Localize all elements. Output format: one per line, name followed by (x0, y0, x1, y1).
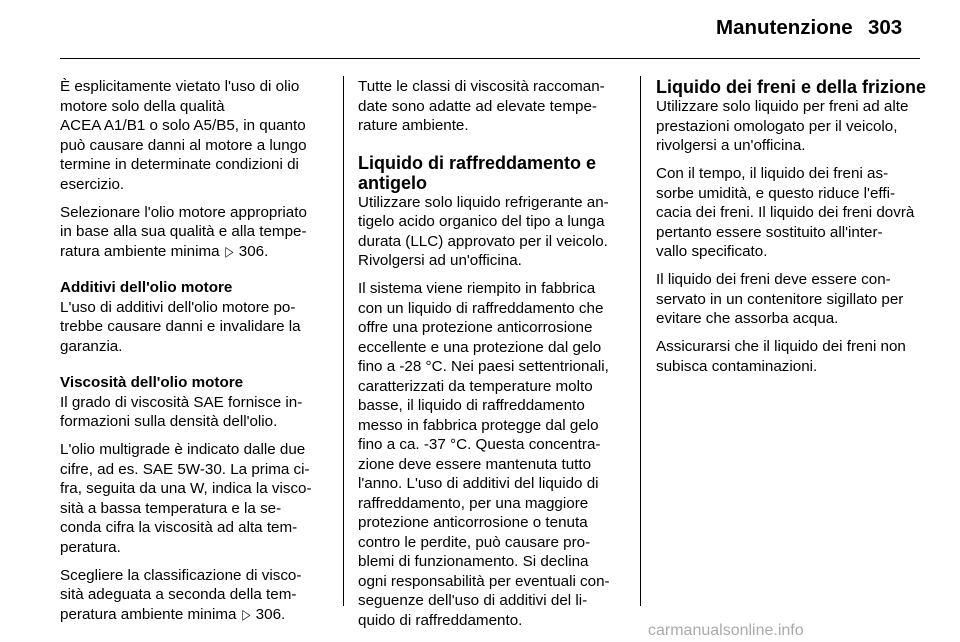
text-line: Tutte le classi di viscosità raccoman- (358, 78, 605, 95)
text-line: ACEA A1/B1 o solo A5/B5, in quanto (60, 117, 306, 134)
text-line: È esplicitamente vietato l'uso di olio (60, 78, 300, 95)
column-divider-2 (640, 76, 641, 606)
text-line: garanzia. (60, 337, 123, 355)
text-line: sità a bassa temperatura e la se- (60, 499, 282, 517)
text-line (60, 242, 326, 262)
page-header-title: Manutenzione (716, 16, 853, 39)
text-line: Liquido di raffreddamento e (358, 152, 597, 173)
text-line: rature ambiente. (358, 117, 469, 134)
text-line: trebbe causare danni e invalidare la (60, 318, 301, 335)
text-line: L'olio multigrade è indicato dalle due (60, 441, 306, 458)
text-column-1 (60, 77, 326, 633)
text-line: Utilizzare solo liquido refrigerante an- (358, 193, 609, 211)
text-line: termine in determinate condizioni di (60, 156, 299, 173)
text-line: tigelo acido organico del tipo a lunga (358, 213, 605, 230)
text-line: offre una protezione anticorrosione (358, 319, 593, 336)
column-divider-1 (343, 76, 344, 606)
text-line: formazioni sulla densità dell'olio. (60, 413, 278, 430)
paragraph-oil-prohibition (60, 77, 326, 194)
paragraph-additives (60, 278, 326, 356)
page-number: 303 (868, 16, 903, 39)
paragraph-multigrade (60, 440, 326, 557)
text-line: raffreddamento, per una maggiore (358, 494, 589, 512)
section-title-brake-fluid (656, 77, 927, 97)
header-rule (60, 58, 920, 59)
text-column-2 (358, 77, 626, 639)
text-line: l'anno. L'uso di additivi del liquido di (358, 475, 599, 492)
text-line: può causare danni al motore a lungo (60, 136, 307, 154)
text-line: esercizio. (60, 175, 125, 193)
text-line: sorbe umidità, e questo riduce l'effi- (656, 184, 895, 202)
text-line (60, 605, 326, 625)
text-column-3 (656, 77, 927, 385)
paragraph-oil-selection (60, 203, 326, 262)
subheading-additives: Additivi dell'olio motore (60, 279, 233, 296)
subheading-viscosity: Viscosità dell'olio motore (60, 374, 244, 391)
text-line: fino a ca. -37 °C. Questa concentra- (358, 436, 601, 453)
text-line: prestazioni omologato per il veicolo, (656, 117, 898, 135)
paragraph-brake-fluid-moisture (656, 164, 924, 262)
text-line: Il sistema viene riempito in fabbrica (358, 280, 596, 297)
text-line: subisca contaminazioni. (656, 357, 818, 375)
paragraph-brake-fluid-contamination (656, 337, 924, 376)
text-line: in base alla sua qualità e alla tempe- (60, 223, 307, 240)
text-line: Rivolgersi ad un'officina. (358, 252, 522, 269)
text-line: peratura. (60, 538, 121, 556)
text-line: quido di raffreddamento. (358, 611, 523, 629)
text-line: cifre, ad es. SAE 5W-30. La prima ci- (60, 460, 310, 478)
paragraph-coolant-type (358, 193, 626, 271)
text-line: sità adeguata a seconda della tem- (60, 586, 297, 603)
text-line: antigelo (358, 172, 428, 193)
text-line: Il grado di viscosità SAE fornisce in- (60, 393, 303, 411)
text-line: blemi di funzionamento. Si declina (358, 553, 589, 570)
paragraph-brake-fluid-storage (656, 270, 924, 329)
text-line: vallo specificato. (656, 243, 768, 260)
text-line: con un liquido di raffreddamento che (358, 299, 604, 317)
text-fragment: ratura ambiente minima (60, 242, 224, 260)
text-line: Il liquido dei freni deve essere con- (656, 271, 891, 288)
section-title-coolant (358, 153, 626, 193)
text-line: durata (LLC) approvato per il veicolo. (358, 232, 608, 250)
text-line: Assicurarsi che il liquido dei freni non (656, 338, 906, 355)
text-line: fino a -28 °C. Nei paesi settentrionali, (358, 358, 609, 375)
text-line: protezione anticorrosione o tenuta (358, 514, 588, 531)
text-line: cacia dei freni. Il liquido dei freni dovrà (656, 204, 915, 221)
text-line: seguenze dell'uso di additivi del li- (358, 592, 588, 609)
paragraph-viscosity (60, 373, 326, 432)
text-line: evitare che assorba acqua. (656, 310, 839, 327)
text-line: Liquido dei freni e della frizione (656, 77, 927, 97)
page-reference-link[interactable]: 306. (255, 605, 286, 623)
paragraph-viscosity-classes (358, 77, 626, 136)
paragraph-brake-fluid-type (656, 97, 924, 156)
paragraph-coolant-protection (358, 279, 626, 630)
page-reference-link[interactable]: 306. (238, 242, 269, 260)
text-fragment: peratura ambiente minima (60, 605, 241, 623)
paragraph-viscosity-selection (60, 566, 326, 625)
text-line: pertanto essere sostituito all'inter- (656, 223, 883, 241)
text-line: messo in fabbrica protegge dal gelo (358, 416, 599, 434)
text-line: ogni responsabilità per eventuali con- (358, 572, 610, 590)
text-line: conda cifra la viscosità ad alta tem- (60, 519, 298, 536)
text-line: Scegliere la classificazione di visco- (60, 566, 302, 584)
page-reference-arrow-icon: ▷ (242, 605, 251, 622)
text-line: Con il tempo, il liquido dei freni as- (656, 165, 889, 182)
text-line: date sono adatte ad elevate tempe- (358, 97, 597, 115)
text-line: Selezionare l'olio motore appropriato (60, 203, 307, 221)
text-line: Utilizzare solo liquido per freni ad alte (656, 98, 909, 115)
text-line: caratterizzati da temperature molto (358, 377, 593, 395)
text-line: fra, seguita da una W, indica la visco- (60, 480, 312, 497)
text-line: servato in un contenitore sigillato per (656, 290, 904, 308)
text-line: zione deve essere mantenuta tutto (358, 455, 592, 473)
text-line: rivolgersi a un'officina. (656, 137, 806, 154)
text-line: basse, il liquido di raffreddamento (358, 397, 585, 414)
text-line: eccellente e una protezione dal gelo (358, 338, 602, 356)
watermark-text: carmanualsonline.info (648, 622, 804, 639)
page-reference-arrow-icon: ▷ (225, 242, 234, 259)
text-line: motore solo della qualità (60, 97, 225, 115)
text-line: L'uso di additivi dell'olio motore po- (60, 298, 296, 316)
text-line: contro le perdite, può causare pro- (358, 533, 591, 551)
